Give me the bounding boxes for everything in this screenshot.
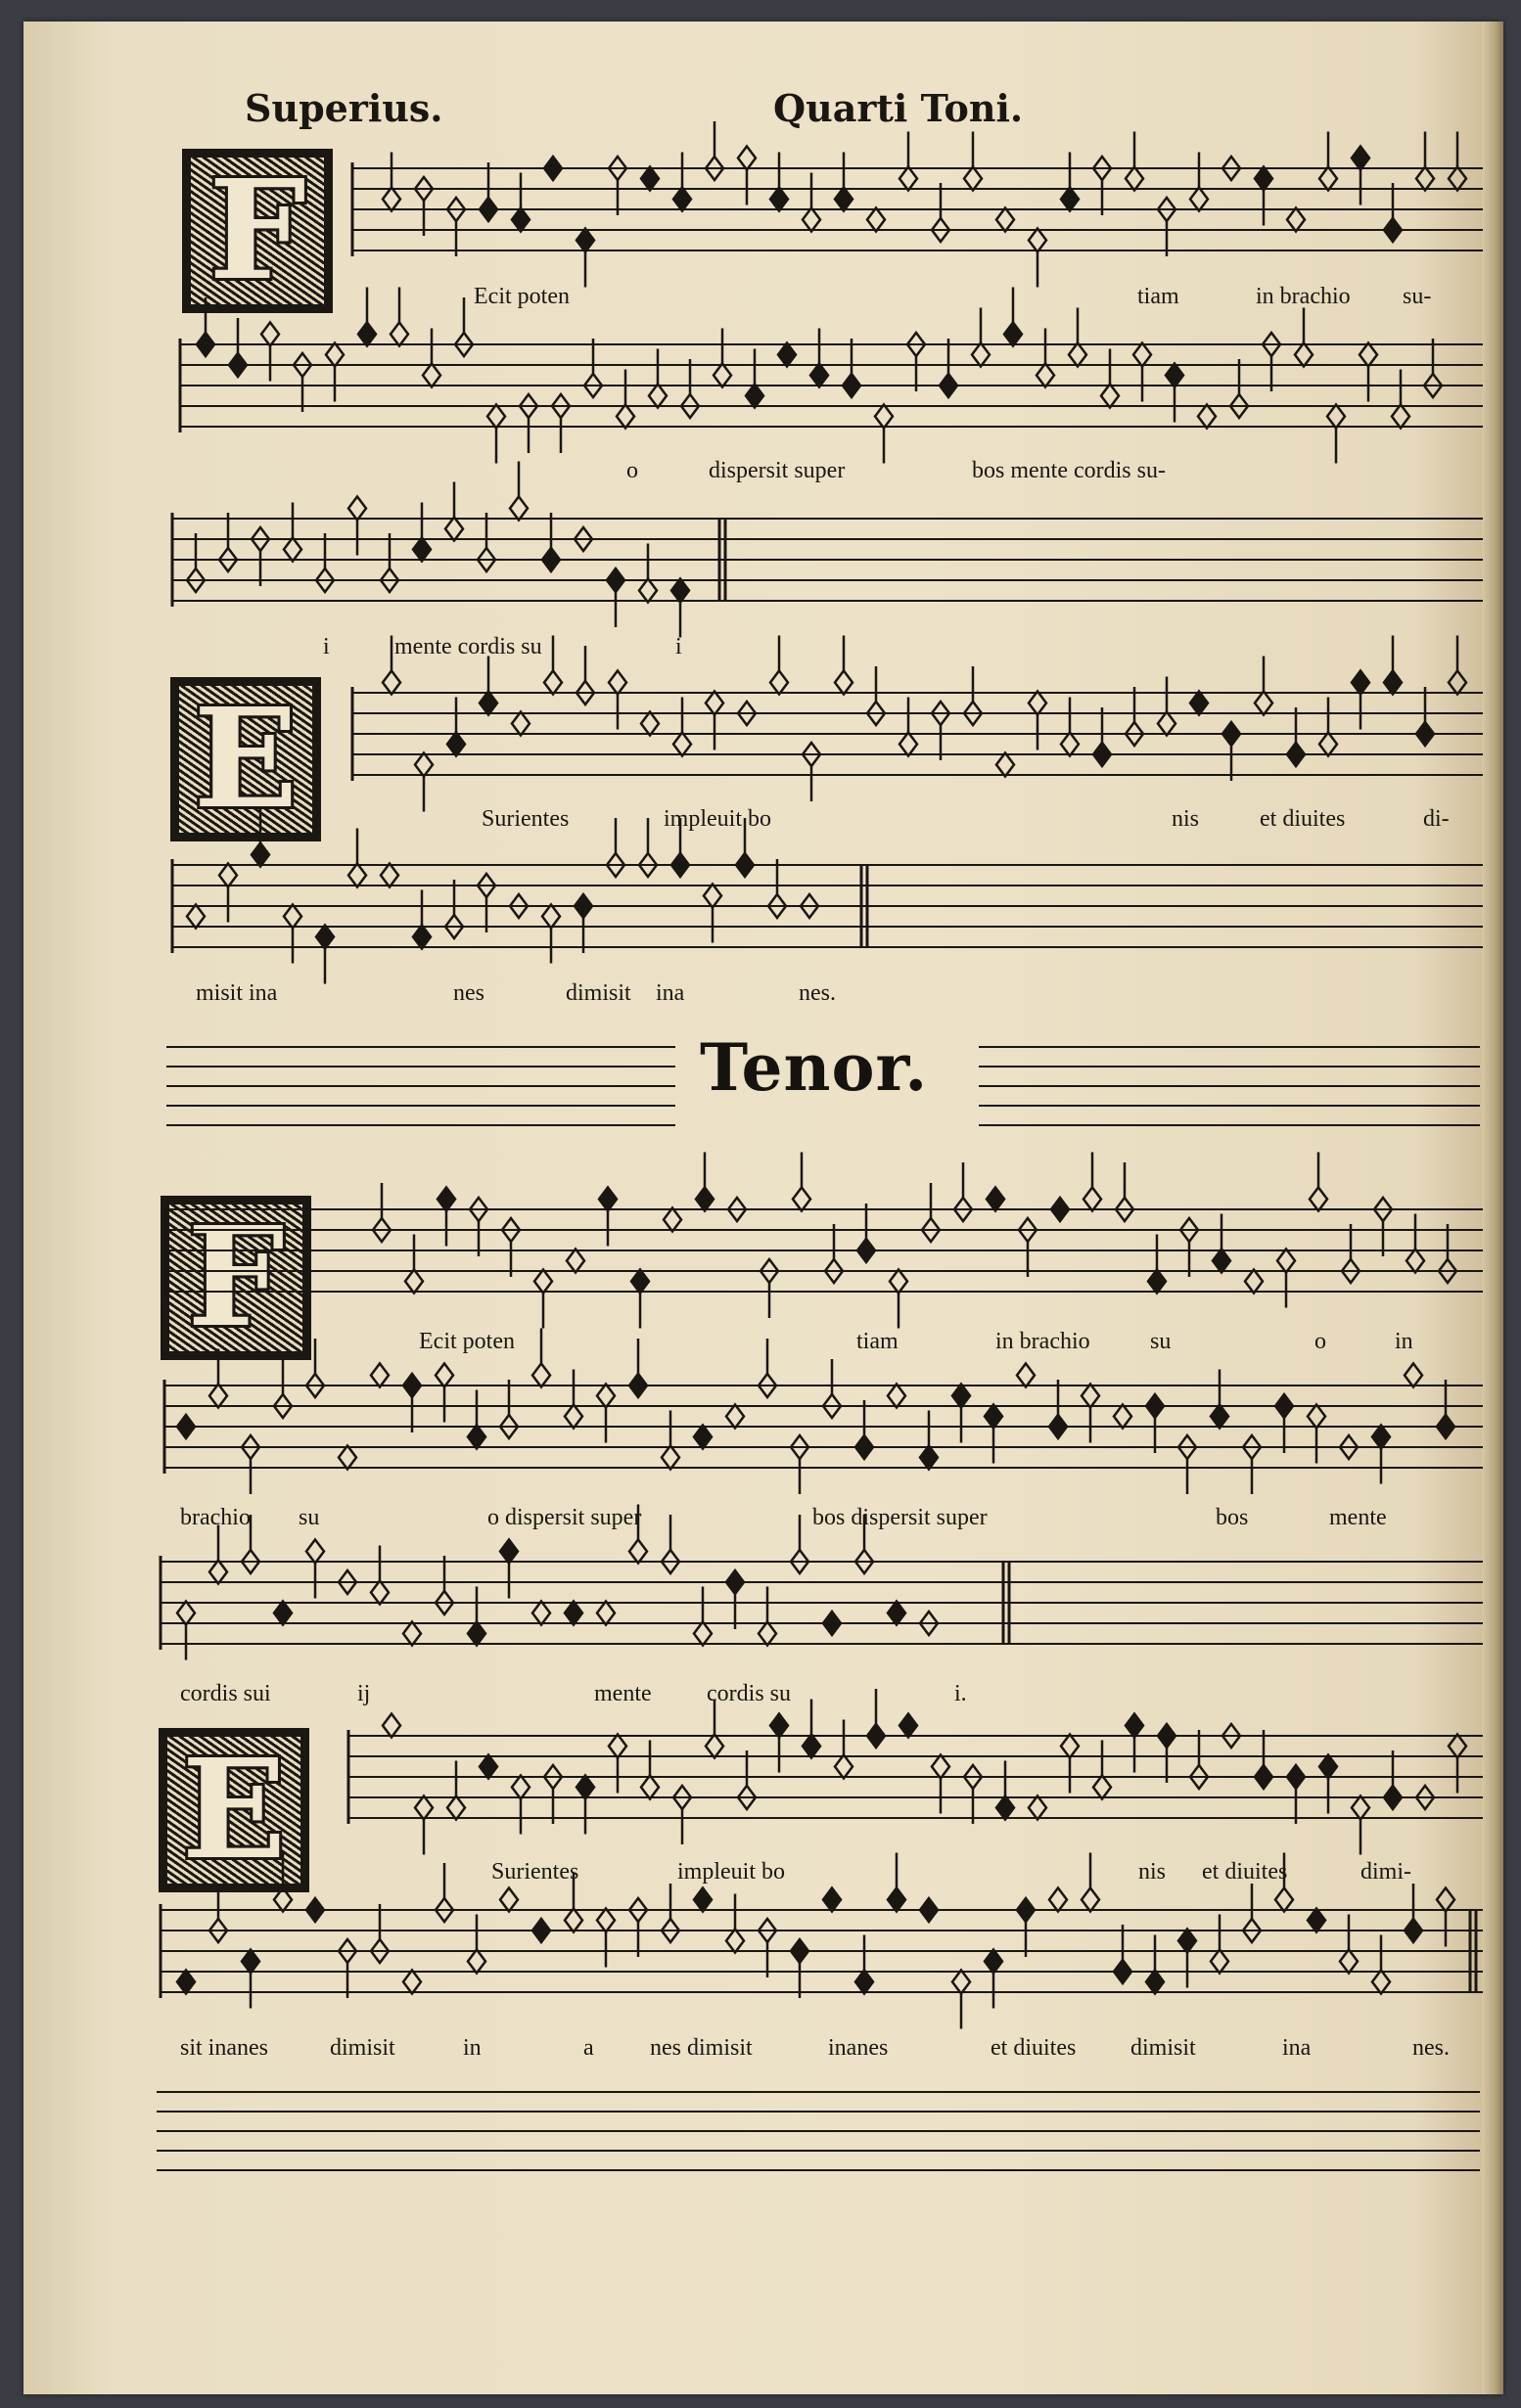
lyric: mente cordis su xyxy=(394,634,542,659)
note-head xyxy=(316,926,334,949)
lyric: su xyxy=(1150,1329,1172,1354)
note-head xyxy=(793,1188,810,1211)
decorated-initial-e: E xyxy=(159,1728,309,1892)
note-head xyxy=(599,1188,617,1211)
note-head xyxy=(694,1426,712,1449)
note-head xyxy=(447,733,465,756)
note-head xyxy=(738,147,756,170)
note-head xyxy=(544,671,562,695)
note-head xyxy=(274,1888,292,1912)
note-head xyxy=(1275,1394,1293,1418)
lyric: Surientes xyxy=(482,806,570,832)
note-head xyxy=(1004,323,1022,346)
lyric: i. xyxy=(954,1681,967,1706)
note-head xyxy=(1310,1188,1327,1211)
note-head xyxy=(673,733,691,756)
note-head xyxy=(1093,743,1111,766)
note-head xyxy=(480,692,497,715)
lyric: dimisit xyxy=(566,980,631,1006)
note-head xyxy=(565,1909,582,1932)
note-head xyxy=(415,753,433,777)
lyric: nes dimisit xyxy=(650,2035,753,2061)
note-head xyxy=(1437,1888,1454,1912)
note-head xyxy=(229,353,247,377)
lyric: Surientes xyxy=(491,1859,579,1885)
note-head xyxy=(867,208,885,232)
voice-part-heading: Superius. xyxy=(245,86,443,130)
note-head xyxy=(371,1364,389,1387)
note-head xyxy=(1126,1714,1143,1738)
note-head xyxy=(1392,405,1409,429)
note-head xyxy=(306,1540,324,1564)
note-head xyxy=(736,853,754,877)
note-head xyxy=(770,188,788,211)
lyric: bos dispersit super xyxy=(812,1505,988,1530)
note-head xyxy=(1082,1888,1099,1912)
lyric: mente xyxy=(1329,1505,1387,1530)
note-head xyxy=(1114,1960,1131,1983)
lyric: bos mente cordis su- xyxy=(972,458,1166,483)
note-head xyxy=(985,1950,1002,1974)
note-head xyxy=(1029,229,1046,252)
note-head xyxy=(510,497,528,521)
note-head xyxy=(1148,1270,1166,1294)
note-head xyxy=(1308,1405,1325,1429)
note-head xyxy=(1437,1415,1454,1438)
note-head xyxy=(1319,733,1337,756)
note-head xyxy=(1416,722,1434,746)
note-head xyxy=(629,1374,647,1397)
note-head xyxy=(890,1270,907,1294)
note-head xyxy=(1029,1796,1046,1820)
lyric: misit ina xyxy=(196,980,278,1006)
note-head xyxy=(500,1540,518,1564)
lyric: ij xyxy=(357,1681,371,1706)
note-head xyxy=(1406,1249,1424,1273)
note-head xyxy=(1017,1364,1035,1387)
note-head xyxy=(177,1971,195,1994)
note-head xyxy=(1190,692,1208,715)
note-head xyxy=(447,1796,465,1820)
note-head xyxy=(1083,1188,1101,1211)
note-head xyxy=(1295,343,1313,367)
note-head xyxy=(673,188,691,211)
lyric: Ecit poten xyxy=(419,1329,515,1354)
note-head xyxy=(726,1570,744,1594)
note-head xyxy=(403,1622,421,1646)
note-head xyxy=(972,343,990,367)
note-head xyxy=(209,1561,227,1584)
note-head xyxy=(1049,1415,1067,1438)
note-head xyxy=(177,1602,195,1625)
note-head xyxy=(1190,188,1208,211)
note-head xyxy=(381,864,398,887)
lyric: su- xyxy=(1403,284,1432,309)
note-head xyxy=(759,1622,776,1646)
note-head xyxy=(835,671,853,695)
note-head xyxy=(597,1909,615,1932)
note-head xyxy=(706,1735,723,1758)
lyric: tiam xyxy=(856,1329,899,1354)
note-head xyxy=(339,1446,356,1470)
note-head xyxy=(1405,1919,1422,1942)
lyric: dimi- xyxy=(1360,1859,1411,1885)
note-head xyxy=(415,1796,433,1820)
note-head xyxy=(383,671,400,695)
note-head xyxy=(1384,218,1402,242)
note-head xyxy=(1146,1971,1164,1994)
note-head xyxy=(857,1239,875,1262)
note-head xyxy=(512,1776,530,1799)
lyric: impleuit bo xyxy=(677,1859,785,1885)
note-head xyxy=(252,843,269,867)
note-head xyxy=(1449,1735,1466,1758)
note-head xyxy=(823,1888,841,1912)
note-head xyxy=(932,1755,949,1779)
note-head xyxy=(1360,343,1377,367)
note-head xyxy=(641,1776,659,1799)
note-head xyxy=(1352,1796,1369,1820)
note-head xyxy=(567,1249,584,1273)
note-head xyxy=(348,864,366,887)
note-head xyxy=(197,333,214,356)
note-head xyxy=(1340,1950,1358,1974)
note-head xyxy=(609,671,626,695)
note-head xyxy=(1416,167,1434,191)
note-head xyxy=(1319,1755,1337,1779)
note-head xyxy=(1029,692,1046,715)
note-head xyxy=(706,692,723,715)
note-head xyxy=(1255,1765,1272,1789)
lyric: su xyxy=(299,1505,320,1530)
note-head xyxy=(1287,208,1305,232)
note-head xyxy=(1222,722,1240,746)
lyric: ina xyxy=(656,980,685,1006)
note-head xyxy=(1114,1405,1131,1429)
note-head xyxy=(487,405,505,429)
note-head xyxy=(617,405,634,429)
note-head xyxy=(899,167,917,191)
decorated-initial-e: E xyxy=(170,677,321,841)
note-head xyxy=(480,1755,497,1779)
note-head xyxy=(445,518,463,541)
note-head xyxy=(1061,733,1079,756)
lyric: dimisit xyxy=(330,2035,395,2061)
note-head xyxy=(726,1930,744,1953)
lyric: a xyxy=(583,2035,594,2061)
note-head xyxy=(1277,1249,1295,1273)
note-head xyxy=(405,1270,423,1294)
note-head xyxy=(532,1364,550,1387)
note-head xyxy=(609,1735,626,1758)
note-head xyxy=(855,1435,873,1459)
lyric: et diuites xyxy=(991,2035,1077,2061)
lyric: o dispersit super xyxy=(487,1505,642,1530)
note-head xyxy=(770,671,788,695)
note-head xyxy=(996,753,1014,777)
note-head xyxy=(899,1714,917,1738)
note-head xyxy=(803,1735,820,1758)
note-head xyxy=(532,1919,550,1942)
note-head xyxy=(358,323,376,346)
note-head xyxy=(284,905,301,929)
note-head xyxy=(1049,1888,1067,1912)
note-head xyxy=(649,385,667,408)
note-head xyxy=(639,579,657,603)
note-head xyxy=(512,208,530,232)
lyric: di- xyxy=(1423,806,1450,832)
note-head xyxy=(1146,1394,1164,1418)
note-head xyxy=(1093,1776,1111,1799)
note-head xyxy=(607,568,624,592)
note-head xyxy=(714,364,731,387)
lyric: et diuites xyxy=(1260,806,1346,832)
note-head xyxy=(383,1714,400,1738)
lyric: i xyxy=(675,634,682,659)
lyric: in brachio xyxy=(1256,284,1351,309)
note-head xyxy=(348,497,366,521)
note-head xyxy=(391,323,408,346)
note-head xyxy=(542,905,560,929)
note-head xyxy=(438,1188,455,1211)
note-head xyxy=(1287,743,1305,766)
note-head xyxy=(1319,167,1337,191)
note-head xyxy=(413,538,431,562)
note-head xyxy=(641,712,659,736)
note-head xyxy=(1158,712,1175,736)
note-head xyxy=(987,1188,1004,1211)
lyric: tiam xyxy=(1137,284,1179,309)
note-head xyxy=(671,853,689,877)
note-head xyxy=(1255,692,1272,715)
note-head xyxy=(597,1385,615,1408)
note-head xyxy=(671,579,689,603)
note-head xyxy=(436,1364,453,1387)
lyric: nes. xyxy=(1412,2035,1450,2061)
note-head xyxy=(261,323,279,346)
note-head xyxy=(803,208,820,232)
note-head xyxy=(704,885,721,908)
lyric: et diuites xyxy=(1202,1859,1288,1885)
note-head xyxy=(187,905,205,929)
note-head xyxy=(326,343,344,367)
note-head xyxy=(1051,1198,1069,1221)
note-head xyxy=(920,1446,938,1470)
note-head xyxy=(843,374,860,397)
note-head xyxy=(631,1270,649,1294)
note-head xyxy=(835,188,853,211)
note-head xyxy=(468,1950,485,1974)
note-head xyxy=(1178,1930,1196,1953)
note-head xyxy=(1017,1898,1035,1922)
decorated-initial-f: F xyxy=(161,1196,311,1360)
lyric: impleuit bo xyxy=(664,806,771,832)
note-head xyxy=(1308,1909,1325,1932)
lyric: inanes xyxy=(828,2035,889,2061)
note-head xyxy=(1166,364,1183,387)
note-head xyxy=(242,1950,259,1974)
lyric: nis xyxy=(1172,806,1200,832)
lyric: brachio xyxy=(180,1505,251,1530)
decorated-initial-f: F xyxy=(182,149,333,313)
note-head xyxy=(1101,385,1119,408)
note-head xyxy=(565,1602,582,1625)
note-head xyxy=(1082,1385,1099,1408)
note-head xyxy=(664,1208,681,1232)
lyric: in xyxy=(1395,1329,1413,1354)
note-head xyxy=(888,1385,905,1408)
note-head xyxy=(696,1188,714,1211)
note-head xyxy=(1037,364,1054,387)
lyric: o xyxy=(1314,1329,1326,1354)
note-head xyxy=(284,538,301,562)
note-head xyxy=(791,1939,808,1963)
note-head xyxy=(1211,1950,1228,1974)
note-head xyxy=(274,1602,292,1625)
note-head xyxy=(468,1622,485,1646)
note-head xyxy=(952,1971,970,1994)
note-head xyxy=(1133,343,1151,367)
note-head xyxy=(423,364,440,387)
lyric: o xyxy=(626,458,638,483)
note-head xyxy=(985,1405,1002,1429)
note-head xyxy=(662,1446,679,1470)
note-head xyxy=(996,208,1014,232)
note-head xyxy=(1449,671,1466,695)
note-head xyxy=(1158,1724,1175,1748)
note-head xyxy=(952,1385,970,1408)
note-head xyxy=(534,1270,552,1294)
lyric: cordis sui xyxy=(180,1681,271,1706)
note-head xyxy=(1245,1270,1263,1294)
note-head xyxy=(888,1602,905,1625)
note-head xyxy=(512,712,530,736)
note-head xyxy=(576,229,594,252)
note-head xyxy=(964,167,982,191)
note-head xyxy=(855,1971,873,1994)
note-head xyxy=(1069,343,1086,367)
note-head xyxy=(694,1888,712,1912)
note-head xyxy=(867,1724,885,1748)
note-head xyxy=(694,1622,712,1646)
note-head xyxy=(1372,1971,1390,1994)
note-head xyxy=(1255,167,1272,191)
lyric: dispersit super xyxy=(709,458,846,483)
note-head xyxy=(371,1581,389,1605)
note-head xyxy=(480,198,497,221)
note-head xyxy=(209,1385,227,1408)
note-head xyxy=(1384,671,1402,695)
note-head xyxy=(1287,1765,1305,1789)
note-head xyxy=(1213,1249,1230,1273)
note-head xyxy=(403,1971,421,1994)
lyric: i xyxy=(323,634,330,659)
tenor-section-title: Tenor. xyxy=(700,1029,929,1106)
note-head xyxy=(810,364,828,387)
note-head xyxy=(219,864,237,887)
note-head xyxy=(1405,1364,1422,1387)
lyric: in brachio xyxy=(995,1329,1090,1354)
note-head xyxy=(597,1602,615,1625)
lyric: nis xyxy=(1138,1859,1167,1885)
note-head xyxy=(1352,671,1369,695)
note-head xyxy=(1352,147,1369,170)
note-head xyxy=(778,343,796,367)
note-head xyxy=(403,1374,421,1397)
lyric: sit inanes xyxy=(180,2035,268,2061)
lyric: mente xyxy=(594,1681,652,1706)
note-head xyxy=(383,188,400,211)
note-head xyxy=(641,167,659,191)
lyric: bos xyxy=(1216,1505,1249,1530)
lyric: in xyxy=(463,2035,482,2061)
lyric: ina xyxy=(1282,2035,1312,2061)
note-head xyxy=(1061,188,1079,211)
note-head xyxy=(532,1602,550,1625)
lyric: Ecit poten xyxy=(474,284,570,309)
note-head xyxy=(1372,1426,1390,1449)
note-head xyxy=(468,1426,485,1449)
note-head xyxy=(899,733,917,756)
note-head xyxy=(576,1776,594,1799)
note-head xyxy=(1126,167,1143,191)
note-head xyxy=(875,405,893,429)
note-head xyxy=(565,1405,582,1429)
note-head xyxy=(1211,1405,1228,1429)
note-head xyxy=(500,1888,518,1912)
note-head xyxy=(1198,405,1216,429)
note-head xyxy=(746,385,763,408)
note-head xyxy=(1449,167,1466,191)
note-head xyxy=(306,1898,324,1922)
note-head xyxy=(888,1888,905,1912)
note-head xyxy=(629,1540,647,1564)
note-head xyxy=(823,1612,841,1635)
note-head xyxy=(940,374,957,397)
note-head xyxy=(1275,1888,1293,1912)
note-head xyxy=(544,157,562,180)
lyric: nes. xyxy=(799,980,836,1006)
note-head xyxy=(920,1898,938,1922)
tone-heading: Quarti Toni. xyxy=(773,86,1024,130)
note-head xyxy=(726,1405,744,1429)
note-head xyxy=(835,1755,853,1779)
note-head xyxy=(1061,1735,1079,1758)
note-head xyxy=(1327,405,1345,429)
lyric: nes xyxy=(453,980,484,1006)
note-head xyxy=(1384,1786,1402,1809)
note-head xyxy=(770,1714,788,1738)
note-head xyxy=(413,926,431,949)
note-head xyxy=(996,1796,1014,1820)
note-head xyxy=(575,894,592,918)
lyric: dimisit xyxy=(1130,2035,1196,2061)
note-head xyxy=(177,1415,195,1438)
note-head xyxy=(542,548,560,571)
lyric: cordis su xyxy=(707,1681,791,1706)
